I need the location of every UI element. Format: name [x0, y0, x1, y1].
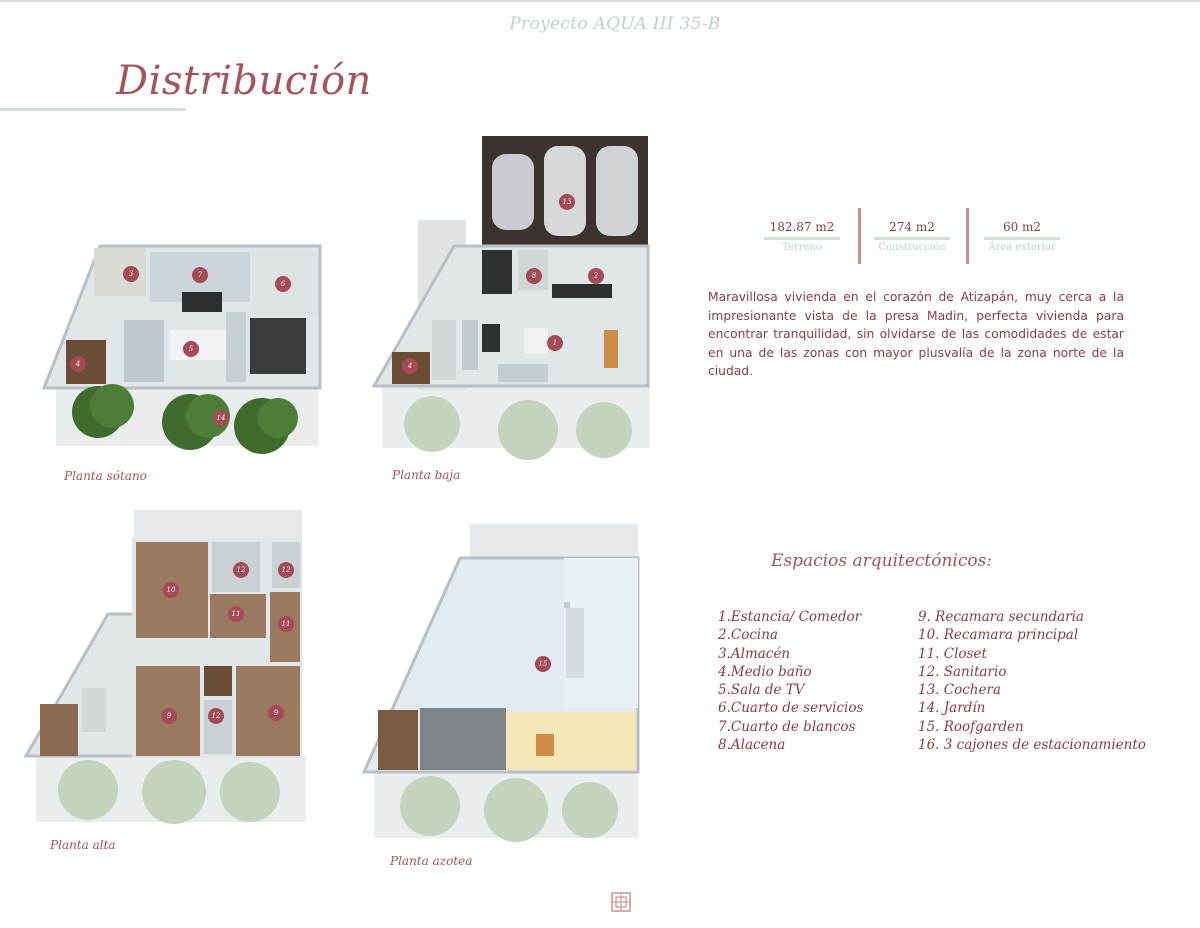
stat-value: 60 m2: [1002, 220, 1042, 234]
marker-14: [213, 410, 229, 426]
space-item: 1.Estancia/ Comedor: [718, 609, 862, 625]
marker-7: [192, 267, 208, 283]
space-item: 11. Closet: [918, 645, 987, 662]
marker-3: [123, 266, 139, 282]
svg-text:12: 12: [281, 566, 291, 574]
space-item: 8.Alacena: [718, 737, 786, 754]
floor-plan-baja: [368, 134, 658, 474]
marker-8: [526, 268, 542, 284]
top-rule: [0, 0, 1200, 2]
stat-value: 182.87 m2: [769, 220, 835, 234]
floor-plan-azotea: [360, 522, 650, 842]
stat-separator: [858, 208, 861, 264]
svg-text:4: 4: [407, 362, 413, 370]
marker-12: [233, 562, 249, 578]
svg-text:15: 15: [538, 660, 548, 668]
floor-plan-alta: [22, 508, 312, 830]
marker-1: [547, 335, 563, 351]
title-underline: [0, 108, 186, 111]
stat-area-exterior: [972, 208, 1072, 253]
marker-15: [535, 656, 551, 672]
caption-planta-alta: Planta alta: [50, 838, 116, 852]
floor-plan-sotano: [40, 240, 330, 470]
svg-text:11: 11: [281, 620, 291, 628]
svg-text:8: 8: [531, 272, 537, 280]
space-item: 2.Cocina: [718, 627, 778, 644]
svg-text:13: 13: [562, 198, 572, 206]
svg-text:6: 6: [280, 280, 286, 288]
space-item: 16. 3 cajones de estacionamiento: [918, 737, 1146, 754]
svg-text:9: 9: [166, 712, 172, 720]
space-item: 13. Cochera: [918, 682, 1001, 699]
stat-separator: [966, 208, 969, 264]
stat-terreno: [752, 208, 852, 253]
spaces-title: Espacios arquitectónicos:: [771, 551, 993, 571]
space-item: 3.Almacén: [718, 645, 791, 662]
space-item: 5.Sala de TV: [718, 682, 805, 699]
stat-bar: [874, 237, 950, 240]
marker-2: [588, 268, 604, 284]
marker-13: [559, 194, 575, 210]
svg-text:9: 9: [273, 709, 279, 717]
svg-text:11: 11: [231, 610, 241, 618]
marker-11: [278, 616, 294, 632]
svg-text:5: 5: [188, 345, 194, 353]
project-name: Proyecto AQUA III 35-B: [509, 14, 721, 34]
page-title: Distribución: [116, 58, 372, 104]
spaces-list-left: [718, 608, 863, 754]
marker-12: [208, 708, 224, 724]
space-item: 10. Recamara principal: [918, 627, 1079, 644]
svg-text:4: 4: [75, 360, 81, 368]
stat-value: 274 m2: [889, 220, 935, 234]
brand-logo-icon: [611, 892, 631, 912]
stat-bar: [984, 237, 1060, 240]
marker-4: [402, 358, 418, 374]
space-item: 4.Medio baño: [718, 663, 812, 680]
space-item: 6.Cuarto de servicios: [718, 700, 864, 717]
area-stats: [758, 208, 1078, 266]
stat-label: Construcción: [878, 242, 946, 253]
marker-11: [228, 606, 244, 622]
property-description: Maravillosa vivienda en el corazón de Atizapán, muy cerca a la impresionante vista de la presa Madin, perfecta vivienda para encontrar tranquilidad, sin olvidarse de las comodidades de estar en una de las zonas con mayor plusvalía de la zona norte de la ciudad.: [708, 290, 1124, 378]
space-item: 7.Cuarto de blancos: [718, 718, 856, 735]
stat-label: Área exterior: [988, 242, 1056, 253]
svg-text:12: 12: [211, 712, 221, 720]
svg-text:10: 10: [166, 586, 176, 594]
stat-construccion: [862, 208, 962, 253]
svg-text:3: 3: [128, 270, 134, 278]
space-item: 14. Jardín: [918, 700, 986, 717]
space-item: 15. Roofgarden: [918, 718, 1024, 735]
svg-text:12: 12: [236, 566, 246, 574]
svg-text:7: 7: [197, 271, 203, 279]
stat-label: Terreno: [782, 242, 822, 253]
space-item: 9. Recamara secundaria: [918, 609, 1084, 625]
marker-4: [70, 356, 86, 372]
marker-9: [161, 708, 177, 724]
svg-text:1: 1: [552, 339, 558, 347]
spaces-list-right: [918, 608, 1146, 754]
marker-10: [163, 582, 179, 598]
marker-9: [268, 705, 284, 721]
caption-planta-baja: Planta baja: [392, 468, 461, 482]
svg-text:14: 14: [216, 414, 226, 422]
marker-5: [183, 341, 199, 357]
caption-planta-sotano: Planta sótano: [64, 469, 147, 483]
marker-12: [278, 562, 294, 578]
space-item: 12. Sanitario: [918, 663, 1007, 680]
marker-6: [275, 276, 291, 292]
stat-bar: [764, 237, 840, 240]
svg-text:2: 2: [593, 272, 599, 280]
caption-planta-azotea: Planta azotea: [390, 854, 473, 868]
